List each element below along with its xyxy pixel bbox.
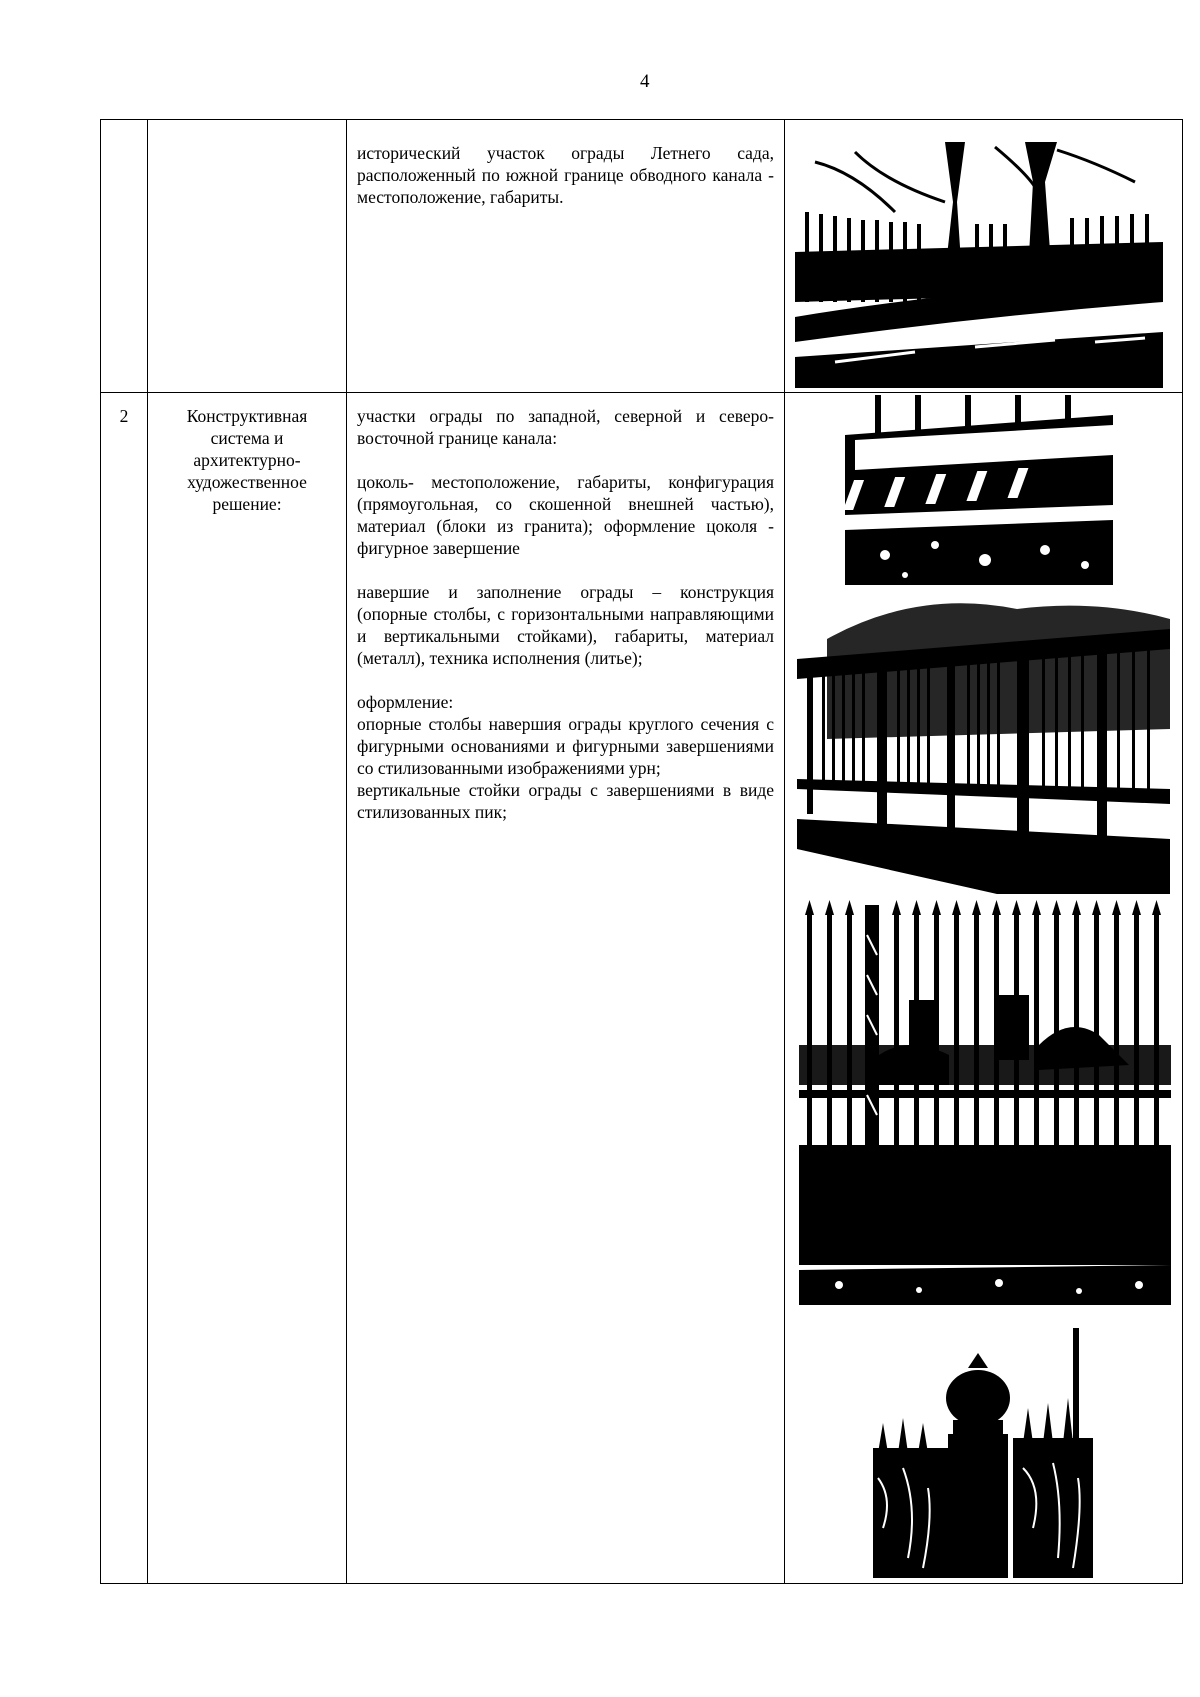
row-name-cell — [148, 120, 347, 393]
row-photo-cell — [785, 120, 1183, 393]
photo-post-urn-finial — [873, 1328, 1093, 1578]
photo-fence-section-perspective — [797, 589, 1170, 894]
photo-summer-garden-fence-south — [795, 142, 1163, 388]
row-number — [101, 120, 147, 132]
description-paragraph: навершие и заполнение ограды – конструкция (опорные столбы, с горизонтальными направляющими и вертикальными стойками), габариты, материал (металл), техника исполнения (литье); — [357, 582, 774, 668]
description-paragraph: вертикальные стойки ограды с завершениями в виде стилизованных пик; — [357, 780, 774, 822]
row-description-cell — [347, 120, 785, 393]
table-row — [101, 120, 1183, 393]
description-paragraph: исторический участок ограды Летнего сада, расположенный по южной границе обводного канала - местоположение, габариты. — [357, 143, 774, 207]
row-photo-cell — [785, 393, 1183, 1584]
photo-fence-posts-front — [799, 895, 1171, 1305]
description-paragraph: опорные столбы навершия ограды круглого сечения с фигурными основаниями и фигурными завершениями со стилизованными изображениями урн; — [357, 714, 774, 778]
document-table — [100, 119, 1183, 1584]
row-name-cell — [148, 393, 347, 1584]
description-paragraph: оформление: — [357, 692, 454, 712]
row-name: Конструктивная система и архитектурно-художественное решение: — [186, 406, 308, 514]
description-paragraph: участки ограды по западной, северной и северо-восточной границе канала: — [357, 406, 774, 448]
row-number-cell — [101, 393, 148, 1584]
table-row — [101, 393, 1183, 1584]
row-description-cell — [347, 393, 785, 1584]
description-paragraph: цоколь- местоположение, габариты, конфигурация (прямоугольная, со скошенной внешней частью), материал (блоки из гранита); оформление цоколя - фигурное завершение — [357, 472, 774, 558]
row-number-cell — [101, 120, 148, 393]
page-number: 4 — [640, 71, 650, 92]
row-name — [148, 120, 346, 132]
photo-granite-plinth — [845, 395, 1113, 585]
row-number: 2 — [119, 406, 129, 426]
